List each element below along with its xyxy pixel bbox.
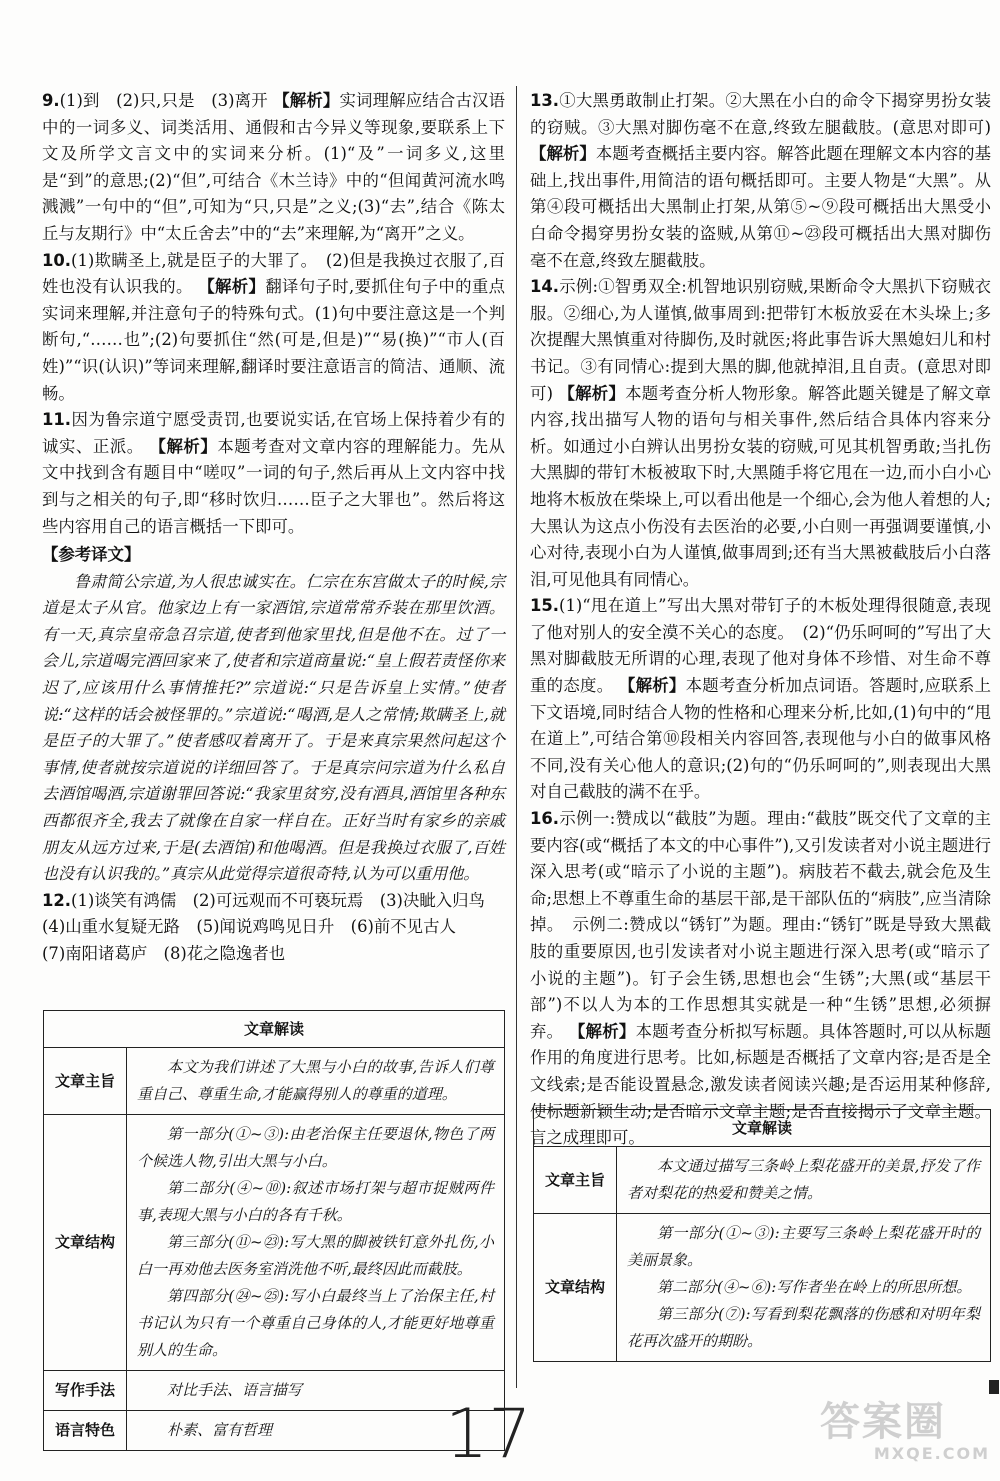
answer-text: (1)欺瞒圣上,就是臣子的大罪了。 (2)但是我换过衣服了,百姓也没有认识我的。 bbox=[42, 250, 505, 297]
article-analysis-table-right bbox=[533, 1109, 991, 1362]
theme-label: 文章主旨 bbox=[534, 1147, 617, 1214]
article-analysis-table bbox=[43, 1010, 505, 1451]
answer-text: 因为鲁宗道宁愿受责罚,也要说实话,在官场上保持着少有的诚实、正派。 bbox=[42, 410, 505, 456]
answer-text: (1)到 (2)只,只是 (3)离开 bbox=[59, 91, 268, 110]
question-15 bbox=[530, 593, 991, 806]
analysis-text: 实词理解应结合古汉语中的一词多义、词类活用、通假和古今异义等现象,要联系上下文及所学文言文中的实词来分析。(1)“及”一词多义,这里是“到”的意思;(2)“但”,可结合《木兰诗》中的“但闻黄河流水鸣溅溅”一句中的“但”,可知为“只,只是”之义;(3)“去”,结合《陈太丘与友期行》中“太丘舍去”中的“去”来理解,为“离开”之义。 bbox=[42, 91, 505, 243]
theme-cell bbox=[127, 1048, 505, 1115]
question-10 bbox=[42, 248, 505, 408]
analysis-text: 本题考查分析人物形象。解答此题关键是了解文章内容,找出描写人物的语句与相关事件,然后结合具体内容来分析。如通过小白辨认出男扮女装的窃贼,可见其机智勇敢;当扎伤大黑脚的带钉木板被取下时,大黑随手将它甩在一边,而小白小心地将木板放在柴垛上,可以看出他是一个细心,会为他人着想的人;大黑认为这点小伤没有去医治的必要,小白则一再强调要谨慎,小心对待,表现小白为人谨慎,做事周到;还有当大黑被截肢后小白落泪,可见他具有同情心。 bbox=[530, 383, 991, 589]
question-number: 9. bbox=[42, 91, 60, 110]
left-column bbox=[42, 88, 505, 968]
theme-text: 本文为我们讲述了大黑与小白的故事,告诉人们尊重自己、尊重生命,才能赢得别人的尊重的道理。 bbox=[137, 1058, 494, 1103]
theme-text: 本文通过描写三条岭上梨花盛开的美景,抒发了作者对梨花的热爱和赞美之情。 bbox=[627, 1157, 980, 1202]
answer-text: (1)“甩在道上”写出大黑对带钉子的木板处理得很随意,表现了他对别人的安全漠不关心的态度。 (2)“仍乐呵呵的”写出了大黑对脚截肢无所谓的心理,表现了他对身体不珍惜、对生命不尊重的态度。 bbox=[530, 596, 991, 696]
page-number: 17 bbox=[445, 1395, 532, 1474]
watermark bbox=[820, 1400, 990, 1470]
analysis-tag: 【解析】 bbox=[568, 1021, 636, 1041]
answer-text: ①大黑勇敢制止打架。②大黑在小白的命令下揭穿男扮女装的窃贼。③大黑对脚伤毫不在意,终致左腿截肢。(意思对即可) bbox=[530, 91, 991, 137]
question-16 bbox=[530, 806, 991, 1152]
answer-text: 示例一:赞成以“截肢”为题。理由:“截肢”既交代了文章的主要内容(或“概括了本文的中心事件”),又引发读者对小说主题进行深入思考(或“暗示了小说的主题”)。病肢若不截去,就会危及生命;思想上不尊重生命的基层干部,是干部队伍的“病肢”,应当清除掉。 示例二:赞成以“锈钉”为题。理由:“锈钉”既是导致大黑截肢的重要原因,也引发读者对小说主题进行深入思考(或“暗示了小说的主题”)。钉子会生锈,思想也会“生锈”;大黑(或“基层干部”)不以人为本的工作思想其实就是一种“生锈”思想,必须摒弃。 bbox=[530, 809, 991, 1041]
answer-line: (4)山重水复疑无路 (5)闻说鸡鸣见日升 (6)前不见古人 bbox=[42, 917, 456, 937]
structure-part: 第二部分(④~⑥):写作者坐在岭上的所思所想。 bbox=[657, 1278, 972, 1296]
analysis-text: 本题考查分析拟写标题。具体答题时,可以从标题作用的角度进行思考。比如,标题是否概括了文章内容;是否是全文线索;是否能设置悬念,激发读者阅读兴趣;是否运用某种修辞,使标题新颖生动;是否暗示文章主题;是否直接揭示了文章主题。言之成理即可。 bbox=[530, 1021, 992, 1148]
theme-cell bbox=[617, 1147, 991, 1214]
analysis-tag: 【解析】 bbox=[149, 436, 218, 456]
question-12 bbox=[42, 888, 505, 968]
table-header: 文章解读 bbox=[44, 1011, 505, 1048]
analysis-text: 本题考查概括主要内容。解答此题在理解文本内容的基础上,找出事件,用简洁的语句概括即可。主要人物是“大黑”。从第④段可概括出大黑制止打架,从第⑤~⑨段可概括出大黑受小白命令揭穿男扮女装的盗贼,从第⑪~㉓段可概括出大黑对脚伤毫不在意,终致左腿截肢。 bbox=[530, 144, 992, 270]
page-edge-mark bbox=[989, 1380, 999, 1394]
theme-label: 文章主旨 bbox=[44, 1048, 127, 1115]
method-label: 写作手法 bbox=[44, 1371, 127, 1411]
method-text: 对比手法、语言描写 bbox=[167, 1381, 303, 1399]
structure-part: 第三部分(⑪~㉓):写大黑的脚被铁钉意外扎伤,小白一再劝他去医务室消洗他不听,最终因此而截肢。 bbox=[137, 1233, 494, 1278]
structure-part: 第一部分(①~③):主要写三条岭上梨花盛开时的美丽景象。 bbox=[627, 1224, 980, 1269]
reference-translation-title: 【参考译文】 bbox=[42, 545, 141, 565]
right-column bbox=[530, 88, 991, 1152]
question-13 bbox=[530, 88, 991, 274]
analysis-tag: 【解析】 bbox=[530, 144, 596, 164]
structure-part: 第四部分(㉔~㉕):写小白最终当上了治保主任,村书记认为只有一个尊重自己身体的人,才能更好地尊重别人的生命。 bbox=[137, 1287, 494, 1359]
watermark-text: 答案圈 bbox=[820, 1399, 946, 1445]
question-11 bbox=[42, 407, 505, 540]
answer-line: (7)南阳诸葛庐 (8)花之隐逸者也 bbox=[42, 944, 286, 963]
structure-part: 第二部分(④~⑩):叙述市场打架与超市捉贼两件事,表现大黑与小白的各有千秋。 bbox=[137, 1179, 494, 1224]
analysis-text: 本题考查对文章内容的理解能力。先从文中找到含有题目中“嗟叹”一词的句子,然后再从上文内容中找到与之相关的句子,即“移时饮归……臣子之大罪也”。然后将这些内容用自己的语言概括一下即可。 bbox=[42, 436, 506, 536]
structure-cell bbox=[617, 1214, 991, 1362]
structure-label: 文章结构 bbox=[44, 1115, 127, 1371]
watermark-url: MXQE.COM bbox=[873, 1444, 990, 1463]
answer-line: (1)谈笑有鸿儒 (2)可远观而不可亵玩焉 (3)决眦入归鸟 bbox=[71, 890, 485, 910]
question-number: 12. bbox=[42, 890, 72, 910]
answer-text: 示例:①智勇双全:机智地识别窃贼,果断命令大黑扒下窃贼衣服。②细心,为人谨慎,做事周到:把带钉木板放妥在木头垛上;多次提醒大黑慎重对待脚伤,及时就医;将此事告诉大黑媳妇儿和村书记。③有同情心:提到大黑的脚,他就掉泪,且自责。(意思对即可) bbox=[530, 277, 991, 403]
analysis-text: 本题考查分析加点词语。答题时,应联系上下文语境,同时结合人物的性格和心理来分析,比如,(1)句中的“甩在道上”,可结合第⑩段相关内容回答,表现他与小白的做事风格不同,没有关心他人的意识;(2)句的“仍乐呵呵的”,则表现出大黑对自己截肢的满不在乎。 bbox=[530, 676, 992, 802]
question-number: 14. bbox=[530, 277, 560, 297]
question-14 bbox=[530, 274, 991, 593]
structure-part: 第三部分(⑦):写看到梨花飘落的伤感和对明年梨花再次盛开的期盼。 bbox=[627, 1305, 980, 1350]
structure-part: 第一部分(①~③):由老治保主任要退休,物色了两个候选人物,引出大黑与小白。 bbox=[137, 1125, 494, 1170]
analysis-tag: 【解析】 bbox=[273, 91, 340, 110]
structure-label: 文章结构 bbox=[534, 1214, 617, 1362]
column-divider bbox=[516, 86, 517, 1388]
question-number: 16. bbox=[530, 809, 560, 829]
table-header: 文章解读 bbox=[534, 1110, 991, 1147]
language-label: 语言特色 bbox=[44, 1411, 127, 1451]
question-9 bbox=[42, 88, 505, 248]
analysis-tag: 【解析】 bbox=[558, 383, 626, 403]
analysis-tag: 【解析】 bbox=[618, 676, 686, 696]
question-number: 10. bbox=[42, 250, 72, 270]
language-text: 朴素、富有哲理 bbox=[167, 1421, 273, 1439]
question-number: 13. bbox=[530, 91, 560, 110]
question-number: 11. bbox=[42, 410, 72, 430]
analysis-text: 翻译句子时,要抓住句子中的重点实词来理解,并注意句子的特殊句式。(1)句中要注意这是一个判断句,“……也”;(2)句要抓住“然(可是,但是)”“易(换)”“市人(百姓)”“识(认识)”等词来理解,翻译时要注意语言的简洁、通顺、流畅。 bbox=[42, 277, 505, 403]
question-number: 15. bbox=[530, 596, 560, 616]
structure-cell bbox=[127, 1115, 505, 1371]
analysis-tag: 【解析】 bbox=[198, 277, 266, 297]
reference-translation: 鲁肃简公宗道,为人很忠诚实在。仁宗在东宫做太子的时候,宗道是太子从官。他家边上有一家酒馆,宗道常常乔装在那里饮酒。有一天,真宗皇帝急召宗道,使者到他家里找,但是他不在。过了一会儿,宗道喝完酒回家来了,使者和宗道商量说:“皇上假若责怪你来迟了,应该用什么事情推托?”宗道说:“只是告诉皇上实情。”使者说:“这样的话会被怪罪的。”宗道说:“喝酒,是人之常情;欺瞒圣上,就是臣子的大罪了。”使者感叹着离开了。于是来真宗果然问起这个事情,使者就按宗道说的详细回答了。于是真宗问宗道为什么私自去酒馆喝酒,宗道谢罪回答说:“我家里贫穷,没有酒具,酒馆里各种东西都很齐全,我去了就像在自家一样自在。正好当时有家乡的亲戚朋友从远方过来,于是(去酒馆)和他喝酒。但是我换过衣服了,百姓也没有认识我的。”真宗从此觉得宗道很奇特,认为可以重用他。 bbox=[42, 571, 505, 884]
